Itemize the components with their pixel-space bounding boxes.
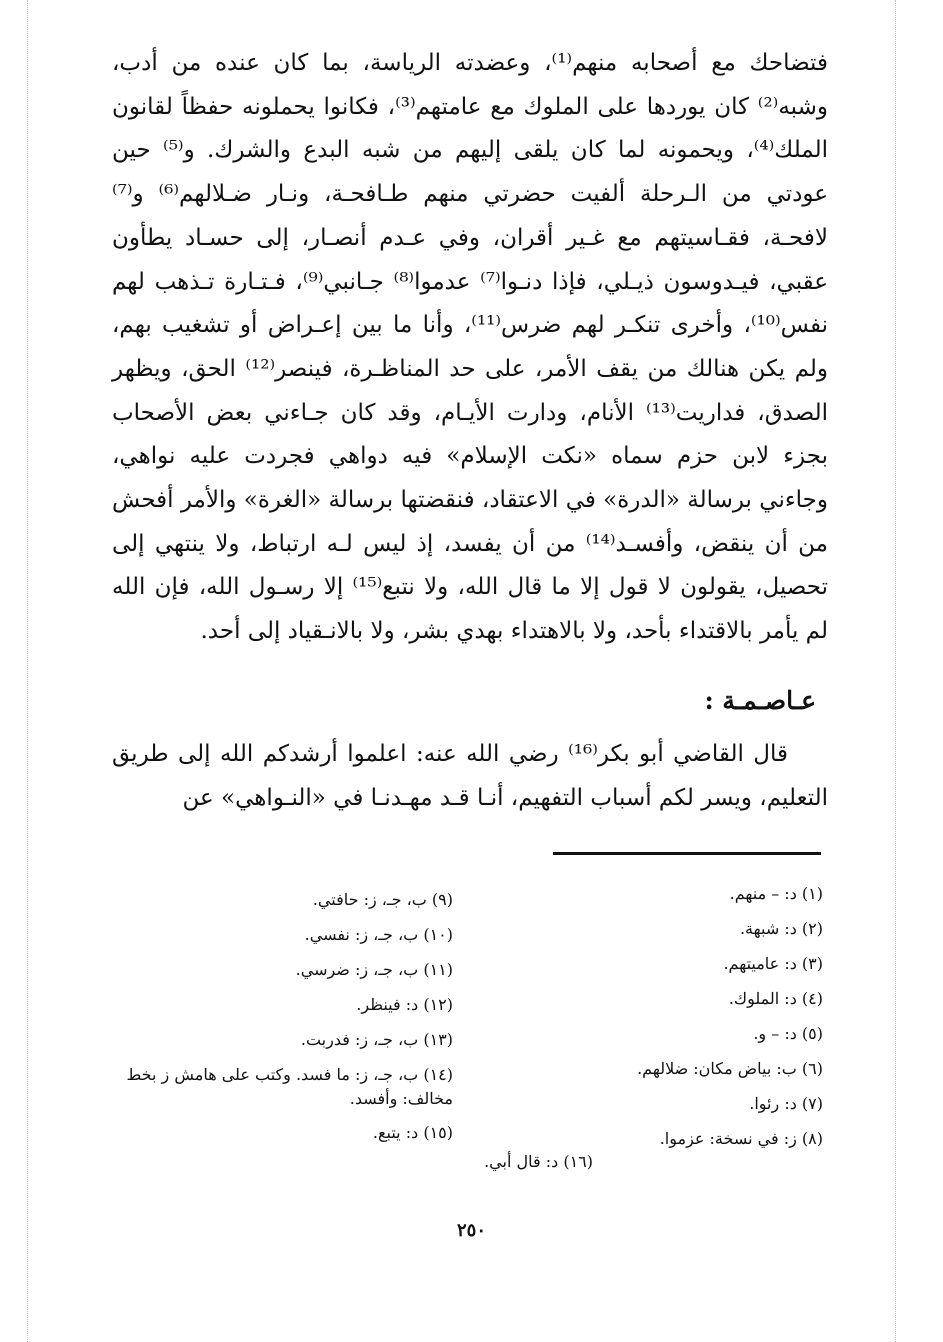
footnote-item: (٤) د: الملوك. — [728, 989, 823, 1008]
footnotes-right-column — [483, 876, 823, 1156]
footnote-item: (١) د: – منهم. — [729, 884, 823, 903]
footnote-item: (٥) د: – و. — [753, 1024, 823, 1043]
footnotes-left-column — [113, 882, 453, 1150]
scan-margin-line — [27, 0, 28, 1342]
page-number: ٢٥٠ — [456, 1220, 486, 1241]
footnote-item: (٨) ز: في نسخة: عزموا. — [659, 1129, 823, 1148]
footnote-item: (٣) د: عاميتهم. — [723, 954, 823, 973]
footnote-item: (٦) ب: بياض مكان: ضلالهم. — [637, 1059, 823, 1078]
scan-margin-line — [895, 0, 896, 1342]
footnote-separator — [553, 852, 821, 855]
footnote-item: (١٢) د: فينظر. — [356, 995, 453, 1014]
footnote-item: (٩) ب، جـ، ز: حافتي. — [312, 890, 453, 909]
footnote-item: (٧) د: رئوا. — [749, 1094, 823, 1113]
footnote-item: (١٥) د: يتبع. — [372, 1123, 453, 1142]
footnote-item: (١٠) ب، جـ، ز: نفسي. — [304, 925, 453, 944]
second-paragraph: قال القاضي أبو بكر⁽¹⁶⁾ رضي الله عنه: اعلموا أرشدكم الله إلى طريق التعليم، ويسر لكم أسباب التفهيم، أنـا قـد مهـدنـا في «النـواهي» عن — [112, 741, 828, 811]
body-paragraph: فتضاحك مع أصحابه منهم⁽¹⁾، وعضدته الرياسة، بما كان عنده من أدب، وشبه⁽²⁾ كان يوردها على الملوك مع عامتهم⁽³⁾، فكانوا يحملونه حفظاً لقانون الملك⁽⁴⁾، ويحمونه لما كان يلقى إليهم من شبه البدع والشرك. و⁽⁵⁾ حين عودتي من الـرحلة ألفيت حضرتي منهم طـافحـة، ونـار ضـلالهم⁽⁶⁾ و⁽⁷⁾ لافحـة، فقـاسيتهم مع غـير أقران، وفي عـدم أنصـار، إلى حسـاد يطأون عقبي، فيـدوسون ذيـلي، فإذا دنـوا⁽⁷⁾ عدموا⁽⁸⁾ جـانبي⁽⁹⁾، فـتـارة تـذهب لهم نفس⁽¹⁰⁾، وأخرى تنكـر لهم ضرس⁽¹¹⁾، وأنا ما بين إعـراض أو تشغيب بهم، ولم يكن هنالك من يقف الأمر، على حد المناظـرة، فينصر⁽¹²⁾ الحق، ويظهر الصدق، فداريت⁽¹³⁾ الأنام، ودارت الأيـام، وقد كان جـاءني بعض الأصحاب بجزء لابن حزم سماه «نكت الإسلام» فيه دواهي فجردت عليه نواهي، وجاءني برسالة «الدرة» في الاعتقاد، فنقضتها برسالة «الغرة» والأمر أفحش من أن ينقض، وأفسـد⁽¹⁴⁾ من أن يفسد، إذ ليس لـه ارتباط، ولا ينتهي إلى تحصيل، يقولون لا قول إلا ما قال الله، ولا نتبع⁽¹⁵⁾ إلا رسـول الله، فإن الله لم يأمر بالاقتداء بأحد، ولا بالاهتداء بهدي بشر، ولا بالانـقياد إلى أحد. — [112, 50, 829, 645]
section-heading: عـاصـمـة : — [704, 686, 816, 715]
main-text-block — [112, 42, 828, 654]
footnote-item-16: (١٦) د: قال أبي. — [484, 1152, 593, 1171]
footnote-item: (١٣) ب، جـ، ز: فدربت. — [300, 1030, 453, 1049]
footnote-item: (١٤) ب، جـ، ز: ما فسد. وكتب على هامش ز بخط مخالف: وأفسد. — [126, 1065, 453, 1108]
footnote-item: (١١) ب، جـ، ز: ضرسي. — [295, 960, 453, 979]
footnote-item: (٢) د: شبهة. — [739, 919, 823, 938]
